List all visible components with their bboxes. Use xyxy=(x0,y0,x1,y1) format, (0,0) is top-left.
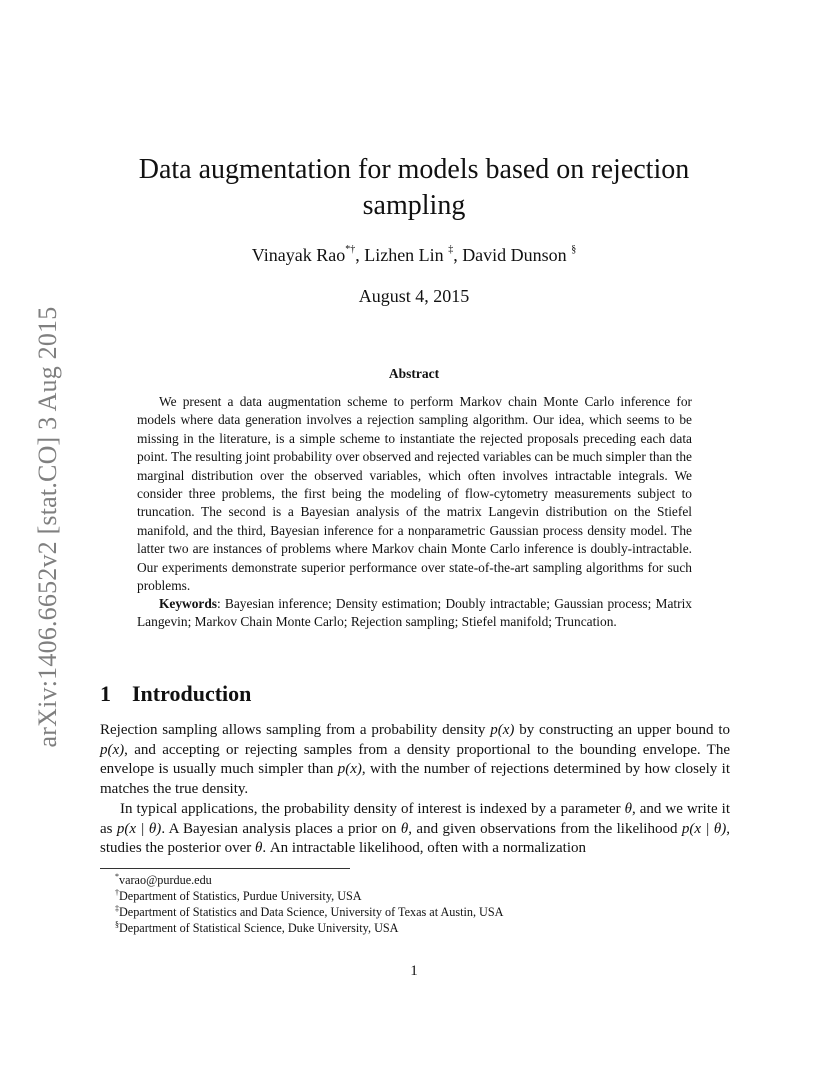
text-run: , and we write it as xyxy=(100,801,730,837)
text-run: . An intractable likelihood, often with a normalization xyxy=(262,840,587,857)
footnote-text: Department of Statistics and Data Science, University of Texas at Austin, USA xyxy=(119,905,504,919)
footnote-email-link[interactable]: varao@purdue.edu xyxy=(119,873,212,887)
footnote-text: Department of Statistics, Purdue University, USA xyxy=(119,889,362,903)
footnote-divider xyxy=(100,868,350,869)
footnote xyxy=(115,872,715,888)
author-name: Lizhen Lin xyxy=(364,245,444,265)
text-run: . A Bayesian analysis places a prior on xyxy=(161,820,401,837)
math-inline: p(x | θ) xyxy=(116,820,162,837)
keywords-paragraph xyxy=(137,595,692,632)
page-number: 1 xyxy=(410,963,418,979)
section-heading xyxy=(100,679,728,709)
keywords-list: : Bayesian inference; Density estimation; Doubly intractable; Gaussian process; Matrix Langevin; Markov Chain Monte Carlo; Rejection sampling; Stiefel manifold; Truncation. xyxy=(137,596,692,630)
paper-title: Data augmentation for models based on rejection sampling xyxy=(138,154,690,221)
math-inline: θ xyxy=(624,801,632,817)
footnote-mark: § xyxy=(115,920,119,929)
body-paragraph xyxy=(100,800,730,859)
author-name: Vinayak Rao xyxy=(251,245,346,265)
footnotes xyxy=(115,872,715,936)
section-title: Introduction xyxy=(132,681,252,706)
footnote xyxy=(115,904,715,920)
author-name: David Dunson xyxy=(462,245,567,265)
author-footnote-mark[interactable]: ‡ xyxy=(448,244,454,255)
arxiv-identifier: arXiv:1406.6652v2 [stat.CO] 3 Aug 2015 xyxy=(33,306,62,748)
footnote-text: Department of Statistical Science, Duke University, USA xyxy=(119,921,399,935)
text-run: Rejection sampling allows sampling from a probability density xyxy=(100,722,491,738)
arxiv-stamp xyxy=(8,292,88,762)
math-inline: p(x) xyxy=(337,761,362,778)
author-footnote-mark[interactable]: *† xyxy=(345,244,356,255)
keywords-label: Keywords xyxy=(159,596,218,611)
text-run: In typical applications, the probability density of interest is indexed by a parameter xyxy=(120,801,625,817)
section-number: 1 xyxy=(100,681,111,706)
abstract-body: We present a data augmentation scheme to perform Markov chain Monte Carlo inference for models where data generation involves a rejection sampling algorithm. Our idea, which seems to be missing in the literature, is a simple scheme to instantiate the rejected proposals preceding each data point. The resulting joint probability over observed and rejected variables can be much simpler than the marginal distribution over the observed variables, which often involves intractable integrals. We consider three problems, the first being the modeling of flow-cytometry measurements subject to truncation. The second is a Bayesian analysis of the matrix Langevin distribution on the Stiefel manifold, and the third, Bayesian inference for a nonparametric Gaussian process density model. The latter two are instances of problems where Markov chain Monte Carlo inference is doubly-intractable. Our experiments demonstrate superior performance over state-of-the-art sampling algorithms for such problems. xyxy=(137,394,692,594)
math-inline: p(x | θ) xyxy=(681,820,727,837)
text-run: , studies the posterior over xyxy=(100,820,731,857)
math-inline: θ xyxy=(254,840,263,857)
footnote-mark: † xyxy=(115,888,119,897)
abstract-heading: Abstract xyxy=(388,366,440,381)
body-paragraph xyxy=(100,721,730,799)
footnote-mark: ‡ xyxy=(115,904,119,913)
footnote xyxy=(115,888,715,904)
math-inline: p(x) xyxy=(490,722,515,738)
footnote xyxy=(115,920,715,936)
footnote-mark: * xyxy=(115,872,119,881)
text-run: by constructing an upper bound to xyxy=(514,722,730,738)
publication-date: August 4, 2015 xyxy=(358,286,470,306)
author-line: Vinayak Rao*†, Lizhen Lin ‡, David Dunson § xyxy=(251,244,577,265)
math-inline: θ xyxy=(400,820,409,837)
math-inline: p(x) xyxy=(100,741,125,758)
author-footnote-mark[interactable]: § xyxy=(571,244,577,255)
text-run: , with the number of rejections determined by how closely it matches the true density. xyxy=(100,761,730,797)
text-run: , and given observations from the likelihood xyxy=(408,820,682,837)
text-run: , and accepting or rejecting samples from a density proportional to the bounding envelope. The envelope is usually much simpler than xyxy=(100,741,730,778)
